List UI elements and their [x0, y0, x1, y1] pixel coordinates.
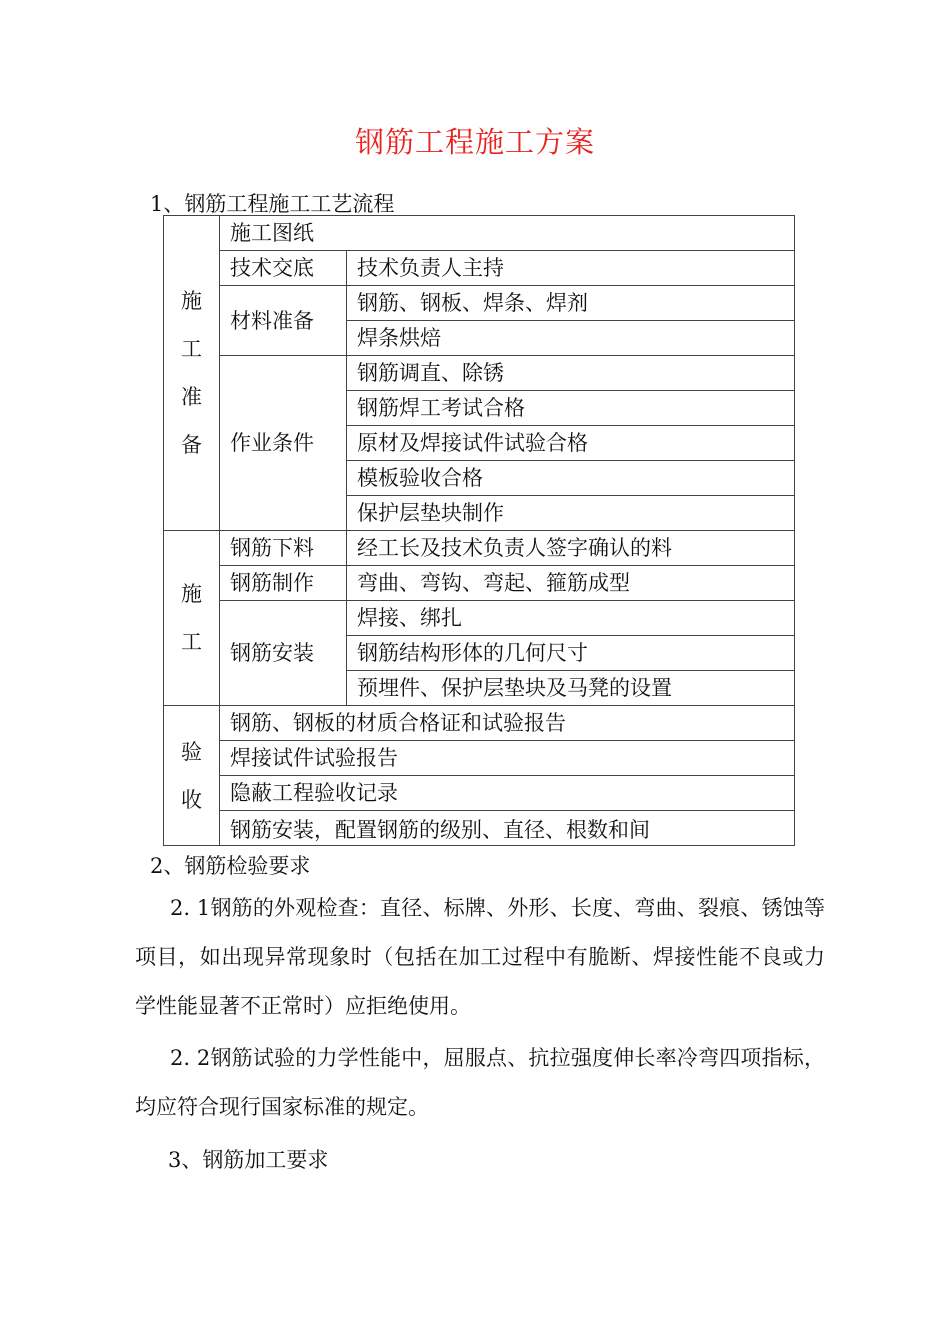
accept-item: 焊接试件试验报告: [220, 741, 795, 776]
prep-material-value: 钢筋、钢板、焊条、焊剂: [347, 286, 795, 321]
section-heading-2: 2、钢筋检验要求: [150, 854, 311, 878]
table-row: [164, 356, 795, 391]
prep-tech-label: 技术交底: [220, 251, 347, 286]
phase-build: 施 工: [164, 531, 220, 706]
accept-item: 钢筋安装，配置钢筋的级别、直径、根数和间: [220, 811, 795, 846]
table-row: [164, 216, 795, 251]
paragraph-2-2: [135, 1034, 825, 1132]
accept-item: 隐蔽工程验收记录: [220, 776, 795, 811]
build-install-value: 预埋件、保护层垫块及马凳的设置: [347, 671, 795, 706]
accept-item: 钢筋、钢板的材质合格证和试验报告: [220, 706, 795, 741]
prep-work-value: 钢筋焊工考试合格: [347, 391, 795, 426]
table-row: [164, 741, 795, 776]
prep-work-value: 模板验收合格: [347, 461, 795, 496]
phase-prep: 施 工 准 备: [164, 216, 220, 531]
process-flow-table: [163, 215, 795, 846]
page-title: 钢筋工程施工方案: [354, 125, 595, 159]
build-install-label: 钢筋安装: [220, 601, 347, 706]
prep-material-label: 材料准备: [220, 286, 347, 356]
paragraph-2-1-text: 2. 1钢筋的外观检查：直径、标牌、外形、长度、弯曲、裂痕、锈蚀等项目，如出现异常现象时（包括在加工过程中有脆断、焊接性能不良或力学性能显著不正常时）应拒绝使用。: [135, 896, 825, 1018]
section-heading-3: 3、钢筋加工要求: [168, 1148, 329, 1172]
prep-work-value: 原材及焊接试件试验合格: [347, 426, 795, 461]
paragraph-2-2-text: 2. 2钢筋试验的力学性能中，屈服点、抗拉强度伸长率冷弯四项指标，均应符合现行国家标准的规定。: [135, 1046, 825, 1119]
prep-work-value: 钢筋调直、除锈: [347, 356, 795, 391]
build-cut-value: 经工长及技术负责人签字确认的料: [347, 531, 795, 566]
build-make-label: 钢筋制作: [220, 566, 347, 601]
build-install-value: 焊接、绑扎: [347, 601, 795, 636]
table-row: [164, 531, 795, 566]
paragraph-2-1: [135, 884, 825, 1031]
prep-work-label: 作业条件: [220, 356, 347, 531]
build-make-value: 弯曲、弯钩、弯起、箍筋成型: [347, 566, 795, 601]
table-row: [164, 776, 795, 811]
build-install-value: 钢筋结构形体的几何尺寸: [347, 636, 795, 671]
phase-accept: 验 收: [164, 706, 220, 846]
section-heading-1: 1、钢筋工程施工工艺流程: [150, 192, 395, 216]
table-row: [164, 811, 795, 846]
table-row: [164, 706, 795, 741]
build-cut-label: 钢筋下料: [220, 531, 347, 566]
prep-tech-value: 技术负责人主持: [347, 251, 795, 286]
table-row: [164, 566, 795, 601]
table-row: [164, 601, 795, 636]
table-row: [164, 251, 795, 286]
prep-drawing: 施工图纸: [220, 216, 795, 251]
prep-material-value: 焊条烘焙: [347, 321, 795, 356]
prep-work-value: 保护层垫块制作: [347, 496, 795, 531]
table-row: [164, 286, 795, 321]
